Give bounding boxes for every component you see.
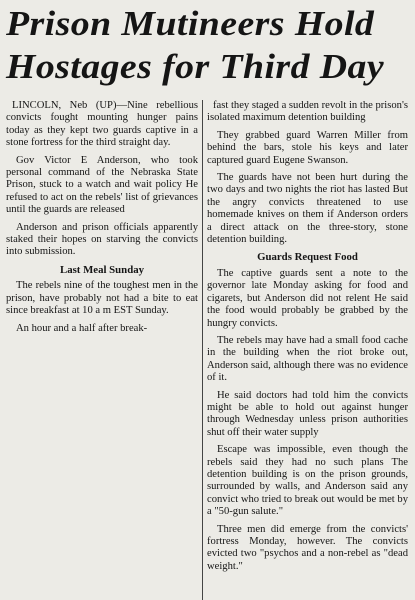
article-paragraph: The guards have not been hurt during the two days and two nights the riot has lasted But the angry convicts threatened to use homemade knives on them if Anderson orders a direct attack on the three-story, stone detention building. bbox=[207, 172, 408, 246]
column-divider bbox=[202, 100, 203, 600]
left-column bbox=[6, 100, 198, 335]
article-subhead: Last Meal Sunday bbox=[60, 263, 144, 276]
article-paragraph: Three men did emerge from the convicts' fortress Monday, however. The convicts evicted two "psychos and a non-rebel as "dead weight." bbox=[207, 523, 408, 572]
article-paragraph: He said doctors had told him the convicts might be able to hold out against hunger through Wednesday unless prison authorities shut off their water supply bbox=[207, 389, 408, 438]
article-paragraph: Anderson and prison officials apparently staked their hopes on starving the convicts into submission. bbox=[6, 221, 198, 258]
right-column bbox=[207, 100, 408, 573]
article-paragraph: Escape was impossible, even though the rebels said they had no such plans The detention building is on the prison grounds, surrounded by walls, and Anderson said any convict who tried to break out would be met by a "50-gun salute." bbox=[207, 444, 408, 518]
article-paragraph: The rebels may have had a small food cache in the building when the riot broke out, Anderson said, although there was no evidence of it. bbox=[207, 334, 408, 384]
article-subhead: Guards Request Food bbox=[257, 251, 358, 264]
article-paragraph: An hour and a half after break- bbox=[16, 322, 148, 334]
article-paragraph: The rebels nine of the toughest men in the prison, have probably not had a bite to eat since breakfast at 10 a m EST Sunday. bbox=[6, 280, 198, 317]
article-headline bbox=[6, 2, 415, 88]
article-paragraph: They grabbed guard Warren Miller from behind the bars, stole his keys and later captured guard Eugene Swanson. bbox=[207, 129, 408, 166]
headline-line-2: Hostages for Third Day bbox=[6, 47, 385, 86]
article-paragraph: fast they staged a sudden revolt in the prison's isolated maximum detention building bbox=[207, 100, 408, 124]
article-paragraph: LINCOLN, Neb (UP)—Nine rebellious convicts fought mounting hunger pains today as they kept two guards captive in a stone fortress for the third straight day. bbox=[6, 100, 198, 149]
article-paragraph: The captive guards sent a note to the governor late Monday asking for food and cigarets, but Anderson did not relent He said the food would probably be grabbed by the hungry convicts. bbox=[207, 267, 408, 329]
article-paragraph: Gov Victor E Anderson, who took personal command of the Nebraska State Prison, stuck to a watch and wait policy He refused to act on the rebels' list of grievances until the guards are released bbox=[6, 154, 198, 216]
headline-line-1: Prison Mutineers Hold bbox=[6, 4, 375, 43]
